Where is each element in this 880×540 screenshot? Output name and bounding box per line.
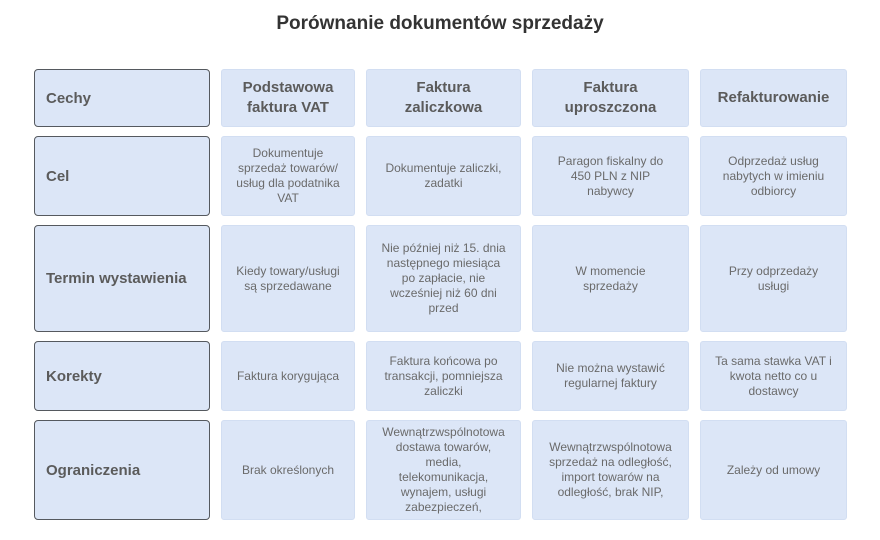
table-cell: Przy odprzedaży usługi xyxy=(700,225,847,332)
table-cell: Wewnątrzwspólnotowa dostawa towarów, media, telekomunikacja, wynajem, usługi zabezpieczeń, xyxy=(366,420,521,520)
table-cell: Dokumentuje zaliczki, zadatki xyxy=(366,136,521,216)
table-cell: Ta sama stawka VAT i kwota netto co u dostawcy xyxy=(700,341,847,411)
table-cell: Zależy od umowy xyxy=(700,420,847,520)
table-cell: Faktura końcowa po transakcji, pomniejsza zaliczki xyxy=(366,341,521,411)
comparison-table xyxy=(34,69,847,520)
column-header-refakturowanie: Refakturowanie xyxy=(700,69,847,127)
row-label-termin: Termin wystawienia xyxy=(34,225,210,332)
table-cell: Paragon fiskalny do 450 PLN z NIP nabywcy xyxy=(532,136,689,216)
table-cell: Nie później niż 15. dnia następnego miesiąca po zapłacie, nie wcześniej niż 60 dni przed xyxy=(366,225,521,332)
table-cell: Kiedy towary/usługi są sprzedawane xyxy=(221,225,355,332)
row-label-cel: Cel xyxy=(34,136,210,216)
column-header-podstawowa: Podstawowa faktura VAT xyxy=(221,69,355,127)
table-cell: Wewnątrzwspólnotowa sprzedaż na odległość, import towarów na odległość, brak NIP, xyxy=(532,420,689,520)
page-title: Porównanie dokumentów sprzedaży xyxy=(276,13,604,34)
table-cell: Dokumentuje sprzedaż towarów/ usług dla podatnika VAT xyxy=(221,136,355,216)
row-label-ograniczenia: Ograniczenia xyxy=(34,420,210,520)
table-cell: Faktura korygująca xyxy=(221,341,355,411)
table-cell: Odprzedaż usług nabytych w imieniu odbiorcy xyxy=(700,136,847,216)
column-header-zaliczkowa: Faktura zaliczkowa xyxy=(366,69,521,127)
row-label-korekty: Korekty xyxy=(34,341,210,411)
header-cechy: Cechy xyxy=(34,69,210,127)
table-cell: Nie można wystawić regularnej faktury xyxy=(532,341,689,411)
column-header-uproszczona: Faktura uproszczona xyxy=(532,69,689,127)
table-cell: W momencie sprzedaży xyxy=(532,225,689,332)
table-cell: Brak określonych xyxy=(221,420,355,520)
